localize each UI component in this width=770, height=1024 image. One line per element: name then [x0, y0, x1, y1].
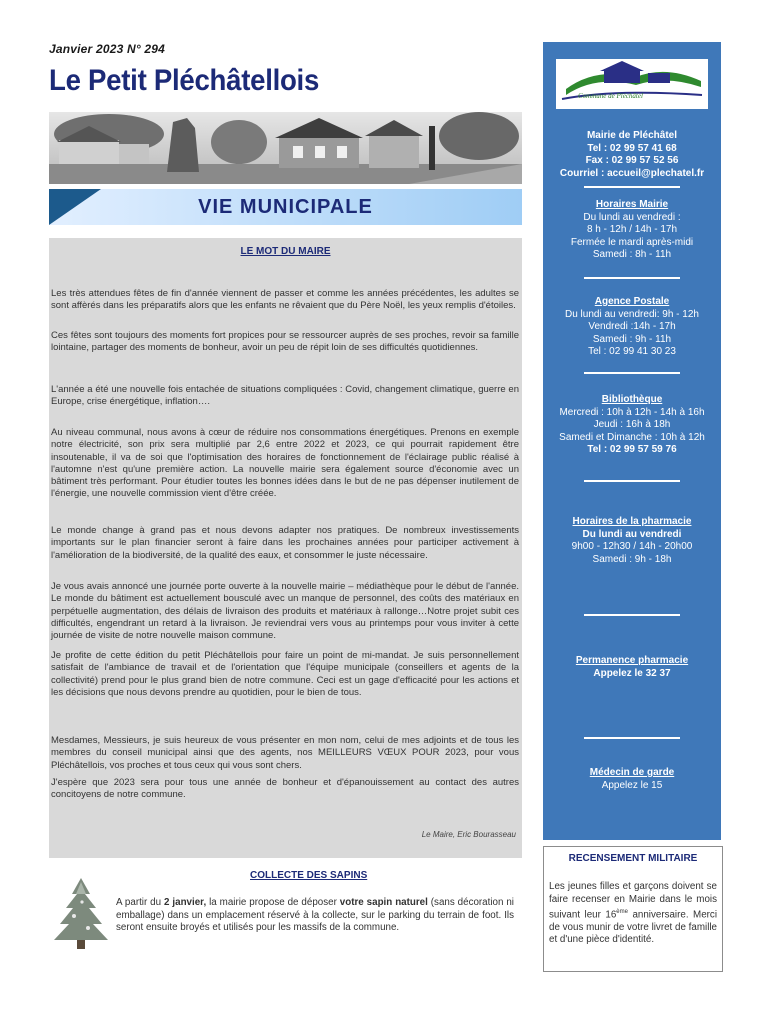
paragraph: Mesdames, Messieurs, je suis heureux de vous présenter en mon nom, celui de mes adjoints et de tous les membres du conseil municipal ainsi que des agents, nos MEILLEURS VŒUX POUR 2023, pour vous Pléchâtellois, vos proches et tous ceux qui vous sont chers.: [51, 735, 519, 771]
pharmacy-duty-phone: Appelez le 32 37: [593, 667, 671, 679]
doctor-title: Médecin de garde: [589, 767, 675, 778]
pharmacy-subtitle: Du lundi au vendredi: [582, 528, 682, 540]
pharmacy-title: Horaires de la pharmacie: [572, 516, 692, 527]
sapins-heading: COLLECTE DES SAPINS: [250, 870, 368, 881]
hours-line: Samedi : 9h - 11h: [592, 333, 672, 345]
paragraph: Je vous avais annoncé une journée porte ouverte à la nouvelle mairie – médiathèque pour le début de l'année. Le monde du bâtiment est actuellement bousculé avec un manque de personnel, des coûts des matériaux en perpétuelle augmentation, des délais de livraison des produits et matériaux à rallonge…Notre projet subit ces difficultés, engendrant un retard à la livraison. Je reviendrai vers vous au printemps pour vous inviter à cette journée de visite de notre nouvelle maison commune.: [51, 581, 519, 642]
contact-line: Mairie de Pléchâtel: [586, 130, 678, 141]
village-photo: [49, 112, 522, 184]
mairie-hours-title: Horaires Mairie: [595, 199, 669, 210]
commune-logo: [556, 59, 708, 109]
hours-line: Du lundi au vendredi: 9h - 12h: [565, 308, 699, 320]
library-block: [543, 394, 721, 457]
library-phone: Tel : 02 99 57 59 76: [587, 444, 677, 455]
paragraph: Le monde change à grand pas et nous devons adapter nos pratiques. De nombreux investissements importants sur le plan financier seront à faire dans les prochaines années pour participer activement à l'amélioration de la biodiversité, de la qualité des eaux, et consommer le juste nécessaire.: [51, 525, 519, 561]
contact-block: [543, 130, 721, 180]
doctor-block: [543, 767, 721, 792]
section-title: VIE MUNICIPALE: [198, 196, 373, 218]
paragraph: Ces fêtes sont toujours des moments fort propices pour se ressourcer auprès de ses proches, revoir sa famille lointaine, partager des moments de bonheur, avoir un peu de répit loin de ses difficultés quotidiennes.: [51, 330, 519, 354]
mayor-signature: Le Maire, Eric Bourasseau: [421, 830, 516, 839]
hours-line: Samedi et Dimanche : 10h à 12h: [559, 431, 705, 443]
hours-line: Vendredi :14h - 17h: [588, 321, 676, 332]
hours-line: Du lundi au vendredi :: [583, 211, 681, 223]
mairie-hours-block: [543, 199, 721, 262]
mayor-message-heading: LE MOT DU MAIRE: [240, 246, 331, 257]
paragraph: Les très attendues fêtes de fin d'année viennent de passer et comme les années précédentes, les adultes se sont affèrés dans les préparatifs alors que les enfants ne rêvaient que du Père Noël, les yeux remplis d'étoiles.: [51, 288, 519, 312]
hours-line: 8 h - 12h / 14h - 17h: [586, 224, 678, 235]
pharmacy-block: [543, 516, 721, 566]
issue-line: Janvier 2023 N° 294: [49, 42, 166, 56]
census-title: RECENSEMENT MILITAIRE: [568, 853, 698, 864]
hours-line: Mercredi : 10h à 12h - 14h à 16h: [559, 406, 705, 418]
divider: [584, 614, 680, 616]
logo-caption: Commune de Pléchâtel: [578, 92, 643, 100]
paragraph: Au niveau communal, nous avons à cœur de réduire nos consommations énergétiques. Prenons en exemple notre électricité, son prix sera multiplié par 2,6 entre 2022 et 2023, ce qui pourrait rapidement être insoutenable, il va de soi que l'optimisation des horaires de fonctionnement de l'éclairage public réalisé à l'automne n'est qu'une première action. La nouvelle mairie sera également source d'économie avec un bâtiment très performant. Pour étudier toutes les bonnes idées dans le but de ne pas dépenser inutilement de l'énergie, une nouvelle commission vient d'être créée.: [51, 427, 519, 500]
divider: [584, 186, 680, 188]
contact-fax: Fax : 02 99 57 52 56: [585, 155, 679, 166]
divider: [584, 480, 680, 482]
pharmacy-duty-block: [543, 655, 721, 680]
divider: [584, 277, 680, 279]
mayor-message-box: [49, 238, 522, 858]
contact-email: Courriel : accueil@plechatel.fr: [559, 167, 705, 179]
contact-phone: Tel : 02 99 57 41 68: [587, 142, 677, 154]
paragraph: J'espère que 2023 sera pour tous une année de bonheur et d'épanouissement au contact des autres concitoyens de notre commune.: [51, 777, 519, 801]
post-office-block: [543, 296, 721, 359]
christmas-tree-icon: [52, 878, 110, 950]
divider: [584, 737, 680, 739]
hours-line: Samedi : 8h - 11h: [592, 249, 672, 260]
military-census-box: [543, 846, 723, 972]
hours-line: 9h00 - 12h30 / 14h - 20h00: [571, 541, 693, 552]
paragraph: Je profite de cette édition du petit Pléchâtellois pour faire un point de mi-mandat. Je suis personnellement satisfait de l'ambiance de travail et de l'orientation que l'équipe municipale (conseillers et agents de la collectivité) prend pour le plus grand bien de notre commune. Ceci est un gage d'efficacité pour les actions et les décisions que nous devons prendre au quotidien, pour le bien de tous.: [51, 650, 519, 698]
doctor-phone: Appelez le 15: [601, 779, 663, 791]
post-office-title: Agence Postale: [594, 296, 670, 307]
sapins-text: A partir du 2 janvier, la mairie propose de déposer votre sapin naturel (sans décoration ni emballage) dans un emplacement réservé à la collecte, sur le parking du terrain de foot. Ils seront ensuite broyés et utilisés pour les massifs de la commune.: [116, 897, 514, 933]
hours-line: Jeudi : 16h à 18h: [593, 419, 671, 430]
divider: [584, 372, 680, 374]
hours-line: Tel : 02 99 41 30 23: [588, 346, 676, 357]
hours-line: Fermée le mardi après-midi: [570, 236, 694, 248]
hours-line: Samedi : 9h - 18h: [592, 553, 672, 565]
census-text: Les jeunes filles et garçons doivent se faire recenser en Mairie dans le mois suivant leur 16ème anniversaire. Merci de vous munir de votre livret de famille et d'une pièce d'identité.: [549, 881, 717, 946]
newsletter-title: Le Petit Pléchâtellois: [49, 64, 320, 97]
library-title: Bibliothèque: [601, 394, 663, 405]
paragraph: L'année a été une nouvelle fois entachée de situations compliquées : Covid, changement climatique, guerre en Europe, crise énergétique, inflation….: [51, 384, 519, 408]
pharmacy-duty-title: Permanence pharmacie: [575, 655, 689, 666]
section-banner: [49, 189, 522, 225]
